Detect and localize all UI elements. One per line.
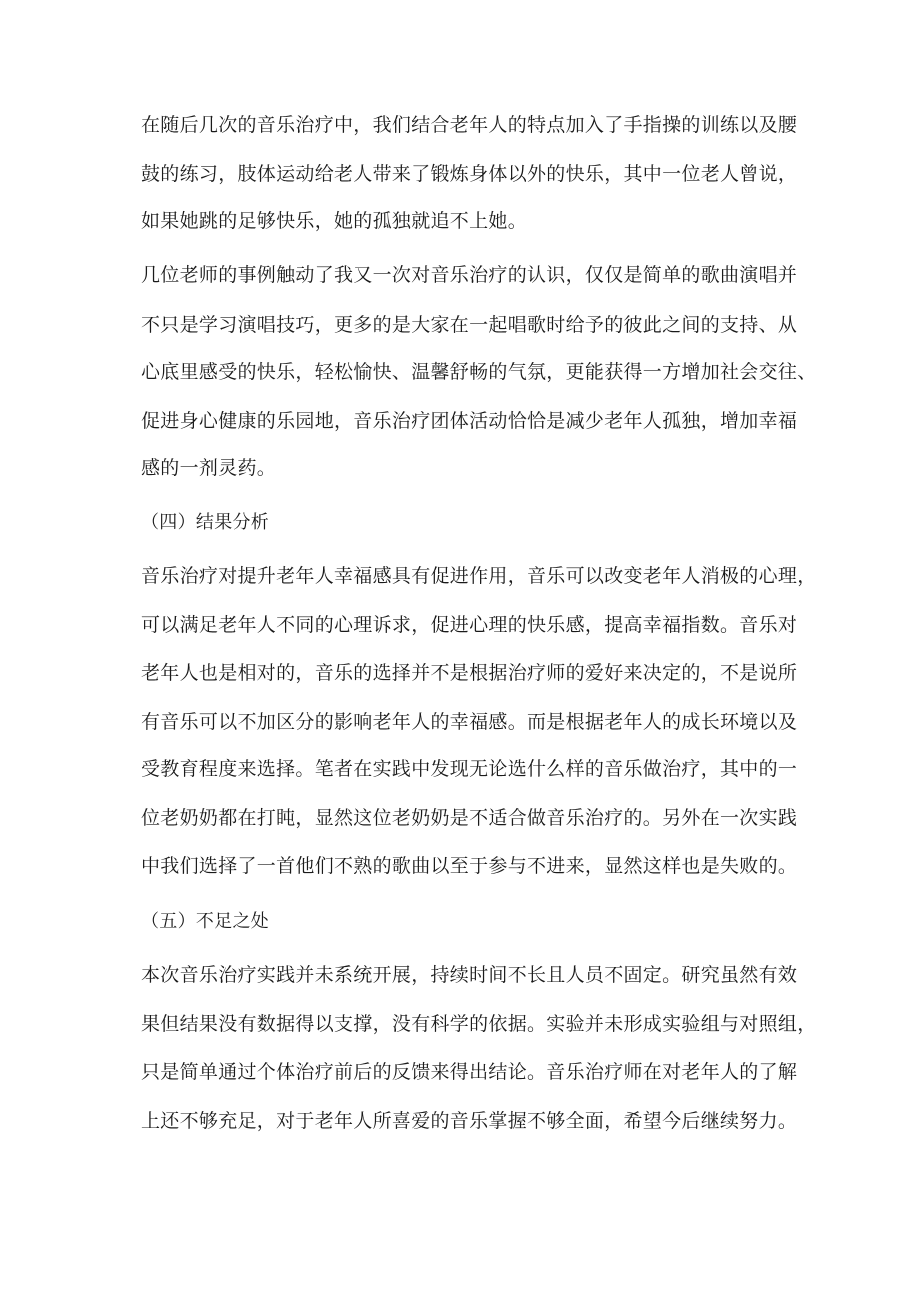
paragraph-1-line-1: 在随后几次的音乐治疗中，我们结合老年人的特点加入了手指操的训练以及腰 [141, 114, 798, 136]
paragraph-1-line-2: 鼓的练习，肢体运动给老人带来了锻炼身体以外的快乐，其中一位老人曾说， [141, 163, 798, 185]
paragraph-3-line-6: 位老奶奶都在打盹，显然这位老奶奶是不适合做音乐治疗的。另外在一次实践 [141, 807, 798, 829]
paragraph-4-line-3: 只是简单通过个体治疗前后的反馈来得出结论。音乐治疗师在对老年人的了解 [141, 1061, 798, 1083]
paragraph-2-line-5: 感的一剂灵药。 [141, 457, 277, 479]
paragraph-3-line-7: 中我们选择了一首他们不熟的歌曲以至于参与不进来，显然这样也是失败的。 [141, 855, 798, 877]
paragraph-3-line-3: 老年人也是相对的，音乐的选择并不是根据治疗师的爱好来决定的，不是说所 [141, 662, 798, 684]
paragraph-2-line-4: 促进身心健康的乐园地，音乐治疗团体活动恰恰是减少老年人孤独，增加幸福 [141, 410, 798, 432]
paragraph-4-line-2: 果但结果没有数据得以支撑，没有科学的依据。实验并未形成实验组与对照组， [141, 1013, 817, 1035]
section-heading-results-analysis: （四）结果分析 [141, 512, 270, 533]
paragraph-2-line-2: 不只是学习演唱技巧，更多的是大家在一起唱歌时给予的彼此之间的支持、从 [141, 314, 798, 336]
paragraph-3-line-5: 受教育程度来选择。笔者在实践中发现无论选什么样的音乐做治疗，其中的一 [141, 758, 798, 780]
section-heading-shortcomings: （五）不足之处 [141, 911, 270, 932]
paragraph-3-line-1: 音乐治疗对提升老年人幸福感具有促进作用，音乐可以改变老年人消极的心理， [141, 565, 817, 587]
paragraph-4-line-4: 上还不够充足，对于老年人所喜爱的音乐掌握不够全面，希望今后继续努力。 [141, 1110, 798, 1132]
paragraph-3-line-4: 有音乐可以不加区分的影响老年人的幸福感。而是根据老年人的成长环境以及 [141, 711, 798, 733]
paragraph-3-line-2: 可以满足老年人不同的心理诉求，促进心理的快乐感，提高幸福指数。音乐对 [141, 614, 798, 636]
paragraph-1-line-3: 如果她跳的足够快乐，她的孤独就追不上她。 [141, 210, 528, 232]
paragraph-2-line-1: 几位老师的事例触动了我又一次对音乐治疗的认识，仅仅是简单的歌曲演唱并 [141, 264, 798, 286]
paragraph-4-line-1: 本次音乐治疗实践并未系统开展，持续时间不长且人员不固定。研究虽然有效 [141, 964, 798, 986]
paragraph-2-line-3: 心底里感受的快乐，轻松愉快、温馨舒畅的气氛，更能获得一方增加社会交往、 [141, 361, 817, 383]
